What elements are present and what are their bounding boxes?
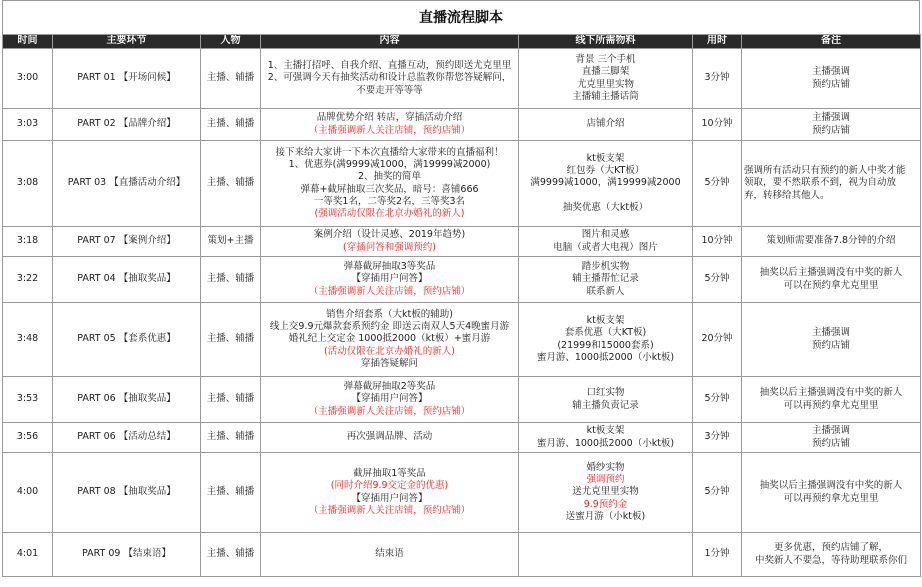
cell-content [261, 109, 519, 141]
header-row [3, 35, 921, 49]
table-row[interactable] [3, 533, 921, 577]
cell-duration: 3分钟 [693, 423, 742, 453]
content-line: 截屏抽取1等奖品 [353, 468, 426, 480]
cell-notes [742, 303, 921, 377]
notes-line: 中奖新人不要急，等待助理联系你们 [754, 554, 907, 566]
notes-line: 主播强调 [811, 66, 850, 78]
notes-line: 抽奖以后主播强调没有中奖的新人 [759, 480, 903, 492]
table-row[interactable] [3, 257, 921, 303]
materials-line: 送蜜月游（小kt板) [565, 510, 646, 522]
cell-people: 主播、辅播 [201, 453, 261, 533]
cell-notes [742, 533, 921, 577]
table-row[interactable] [3, 141, 921, 227]
content-line: 案例介绍（设计灵感、2019年趋势) [313, 229, 466, 241]
cell-content [261, 533, 519, 577]
content-line: 【穿插用户问答】 [351, 273, 428, 285]
header-people: 人物 [201, 35, 261, 49]
cell-time: 3:08 [3, 141, 53, 227]
materials-line: 强调预约 [586, 474, 625, 486]
content-line: 【穿插用户问答】 [351, 492, 428, 504]
materials-line: 电脑（或者大电视）图片 [553, 241, 658, 253]
notes-line: 预约店铺 [811, 124, 850, 136]
materials-line [521, 190, 690, 202]
cell-people: 策划+主播 [201, 227, 261, 257]
materials-line: kt板支架 [586, 152, 625, 164]
notes-line: 可以再预约拿尤克里里 [783, 492, 879, 504]
cell-duration: 3分钟 [693, 49, 742, 109]
table-row[interactable] [3, 227, 921, 257]
content-line: 接下来给大家讲一下本次直播给大家带来的直播福利！ [275, 146, 504, 158]
content-line: (同时介绍9.9交定金的优惠) [330, 480, 449, 492]
notes-line: 预约店铺 [811, 339, 850, 351]
cell-people: 主播、辅播 [201, 303, 261, 377]
content-line: (活动仅限在北京办婚礼的新人) [324, 345, 455, 357]
notes-line: 可以在预约拿尤克里里 [783, 279, 879, 291]
materials-line: 辅主播帮忙记录 [572, 273, 639, 285]
materials-line: kt板支架 [586, 425, 625, 437]
notes-line: 预约店铺 [811, 437, 850, 449]
materials-line: 婚纱实物 [586, 461, 625, 473]
header-content: 内容 [261, 35, 519, 49]
content-line: 1、主播打招呼、自我介绍、直播互动，预约即送尤克里里 [267, 60, 512, 72]
content-line: 2、可强调今天有抽奖活动和设计总监教你帮您答疑解问， [267, 72, 512, 84]
cell-content [261, 377, 519, 423]
cell-notes [742, 141, 921, 227]
materials-line: 抽奖优惠（大kt板） [562, 201, 649, 213]
materials-line: 辅主播负责记录 [572, 399, 639, 411]
cell-duration: 5分钟 [693, 453, 742, 533]
materials-line: 背景 三个手机 [575, 54, 636, 66]
materials-line: (21999和15000套系) [557, 339, 654, 351]
cell-duration: 5分钟 [693, 377, 742, 423]
cell-section: PART 06 【活动总结】 [53, 423, 201, 453]
content-line: 再次强调品牌、活动 [346, 431, 433, 443]
materials-line: 蜜月游、1000抵2000（小kt板) [536, 351, 675, 363]
cell-section: PART 07 【案例介绍】 [53, 227, 201, 257]
notes-line: 预约店铺 [811, 78, 850, 90]
materials-line: kt板支架 [586, 315, 625, 327]
cell-time: 3:18 [3, 227, 53, 257]
cell-section: PART 05 【套系优惠】 [53, 303, 201, 377]
header-time: 时间 [3, 35, 53, 49]
content-line: (穿插问答和强调预约) [343, 241, 436, 253]
cell-people: 主播、辅播 [201, 377, 261, 423]
cell-duration: 10分钟 [693, 227, 742, 257]
cell-content [261, 423, 519, 453]
materials-line: 蜜月游、1000抵2000（小kt板) [536, 437, 675, 449]
cell-section: PART 09 【结束语】 [53, 533, 201, 577]
notes-line: 更多优惠，预约店铺了解， [773, 542, 888, 554]
cell-materials [519, 257, 693, 303]
materials-line: 联系新人 [586, 285, 625, 297]
notes-line: 强调所有活动只有预约的新人中奖才能 [744, 165, 906, 177]
cell-people: 主播、辅播 [201, 141, 261, 227]
content-line: (强调活动仅限在北京办婚礼的新人) [314, 207, 465, 219]
schedule-table [2, 34, 921, 577]
materials-line: 尤克里里实物 [576, 78, 634, 90]
cell-materials [519, 303, 693, 377]
cell-time: 3:48 [3, 303, 53, 377]
notes-line: 策划师需要准备7.8分钟的介绍 [766, 235, 896, 247]
table-row[interactable] [3, 109, 921, 141]
cell-duration: 1分钟 [693, 533, 742, 577]
cell-materials [519, 227, 693, 257]
content-line: 销售介绍套系（大kt板的辅助) [326, 308, 453, 320]
cell-duration: 10分钟 [693, 109, 742, 141]
content-line: （主播强调新人关注店铺，预约店铺） [308, 285, 471, 297]
materials-line: 踏步机实物 [581, 261, 630, 273]
cell-people: 主播、辅播 [201, 423, 261, 453]
cell-duration: 20分钟 [693, 303, 742, 377]
cell-time: 3:22 [3, 257, 53, 303]
table-row[interactable] [3, 377, 921, 423]
materials-line: 图片和灵感 [581, 229, 630, 241]
cell-materials [519, 141, 693, 227]
table-row[interactable] [3, 303, 921, 377]
cell-section: PART 08 【抽取奖品】 [53, 453, 201, 533]
cell-content [261, 303, 519, 377]
notes-line: 抽奖以后主播强调没有中奖的新人 [759, 387, 903, 399]
materials-line: 主播辅主播话筒 [572, 90, 639, 102]
cell-section: PART 01 【开场问候】 [53, 49, 201, 109]
cell-time: 3:53 [3, 377, 53, 423]
cell-duration: 5分钟 [693, 141, 742, 227]
cell-materials [519, 109, 693, 141]
cell-materials [519, 423, 693, 453]
cell-notes [742, 423, 921, 453]
cell-content [261, 49, 519, 109]
cell-content [261, 227, 519, 257]
table-row[interactable] [3, 453, 921, 533]
cell-time: 3:56 [3, 423, 53, 453]
notes-line: 抽奖以后主播强调没有中奖的新人 [759, 267, 903, 279]
cell-section: PART 04 【抽取奖品】 [53, 257, 201, 303]
materials-line: 直播三脚架 [581, 66, 630, 78]
content-line: 弹幕+截屏抽取三次奖品，暗号：喜铺666 [300, 183, 479, 195]
cell-notes [742, 49, 921, 109]
materials-line: 红包券（大KT板） [566, 165, 645, 177]
header-notes: 备注 [742, 35, 921, 49]
content-line: 结束语 [375, 548, 404, 560]
notes-line: 主播强调 [811, 425, 850, 437]
table-body [3, 49, 921, 577]
content-line: 2、抽奖的简单 [357, 171, 422, 183]
header-duration: 用时 [693, 35, 742, 49]
cell-people: 主播、辅播 [201, 533, 261, 577]
cell-people: 主播、辅播 [201, 257, 261, 303]
cell-time: 4:01 [3, 533, 53, 577]
cell-materials [519, 377, 693, 423]
cell-materials [519, 453, 693, 533]
cell-people: 主播、辅播 [201, 109, 261, 141]
materials-line: 口红实物 [586, 387, 625, 399]
materials-line: 套系优惠（大KT板) [564, 327, 647, 339]
table-row[interactable] [3, 49, 921, 109]
content-line: 线上交9.9元爆款套系预约金 即送云南双人5天4晚蜜月游 [269, 321, 510, 333]
materials-line: 满9999减1000，满19999减2000 [530, 177, 681, 189]
cell-time: 3:00 [3, 49, 53, 109]
notes-line: 主播强调 [811, 327, 850, 339]
cell-notes [742, 377, 921, 423]
cell-duration: 5分钟 [693, 257, 742, 303]
header-materials: 线下所需物料 [519, 35, 693, 49]
content-line: （主播强调新人关注店铺，预约店铺） [308, 405, 471, 417]
content-line: 不要走开等等等 [356, 84, 423, 96]
content-line: 1、优惠券(满9999减1000，满19999减2000) [288, 159, 491, 171]
schedule-sheet [2, 0, 920, 587]
table-row[interactable] [3, 423, 921, 453]
cell-notes [742, 109, 921, 141]
materials-line: 送尤克里里实物 [572, 486, 639, 498]
cell-time: 4:00 [3, 453, 53, 533]
cell-section: PART 02 【品牌介绍】 [53, 109, 201, 141]
content-line: 一等奖1名，二等奖2名，三等奖3名 [313, 195, 466, 207]
materials-line: 店铺介绍 [586, 118, 625, 130]
cell-notes [742, 453, 921, 533]
content-line: 品牌优势介绍 转店，穿插活动介绍 [316, 112, 463, 124]
header-section: 主要环节 [53, 35, 201, 49]
cell-content [261, 257, 519, 303]
notes-line: 可以再预约拿尤克里里 [783, 399, 879, 411]
materials-line: 9.9预约金 [583, 498, 628, 510]
cell-materials [519, 533, 693, 577]
notes-line: 主播强调 [811, 112, 850, 124]
notes-line: 弃，转移给其他人。 [744, 189, 830, 201]
cell-notes [742, 257, 921, 303]
cell-materials [519, 49, 693, 109]
content-line: 弹幕截屏抽取3等奖品 [343, 261, 436, 273]
content-line: （主播强调新人关注店铺，预约店铺） [308, 124, 471, 136]
cell-section: PART 06 【抽取奖品】 [53, 377, 201, 423]
content-line: 穿插答疑解问 [360, 357, 418, 369]
cell-notes [742, 227, 921, 257]
content-line: 弹幕截屏抽取2等奖品 [343, 381, 436, 393]
cell-content [261, 453, 519, 533]
cell-time: 3:03 [3, 109, 53, 141]
cell-content [261, 141, 519, 227]
cell-section: PART 03 【直播活动介绍】 [53, 141, 201, 227]
content-line: （主播强调新人关注店铺，预约店铺） [308, 504, 471, 516]
sheet-title: 直播流程脚本 [2, 0, 920, 34]
content-line: 【穿插用户问答】 [351, 393, 428, 405]
notes-line: 领取，要不然联系不到，视为自动放 [744, 177, 897, 189]
content-line: 婚礼纪上交定金 1000抵2000（kt板）+蜜月游 [288, 333, 491, 345]
cell-people: 主播、辅播 [201, 49, 261, 109]
